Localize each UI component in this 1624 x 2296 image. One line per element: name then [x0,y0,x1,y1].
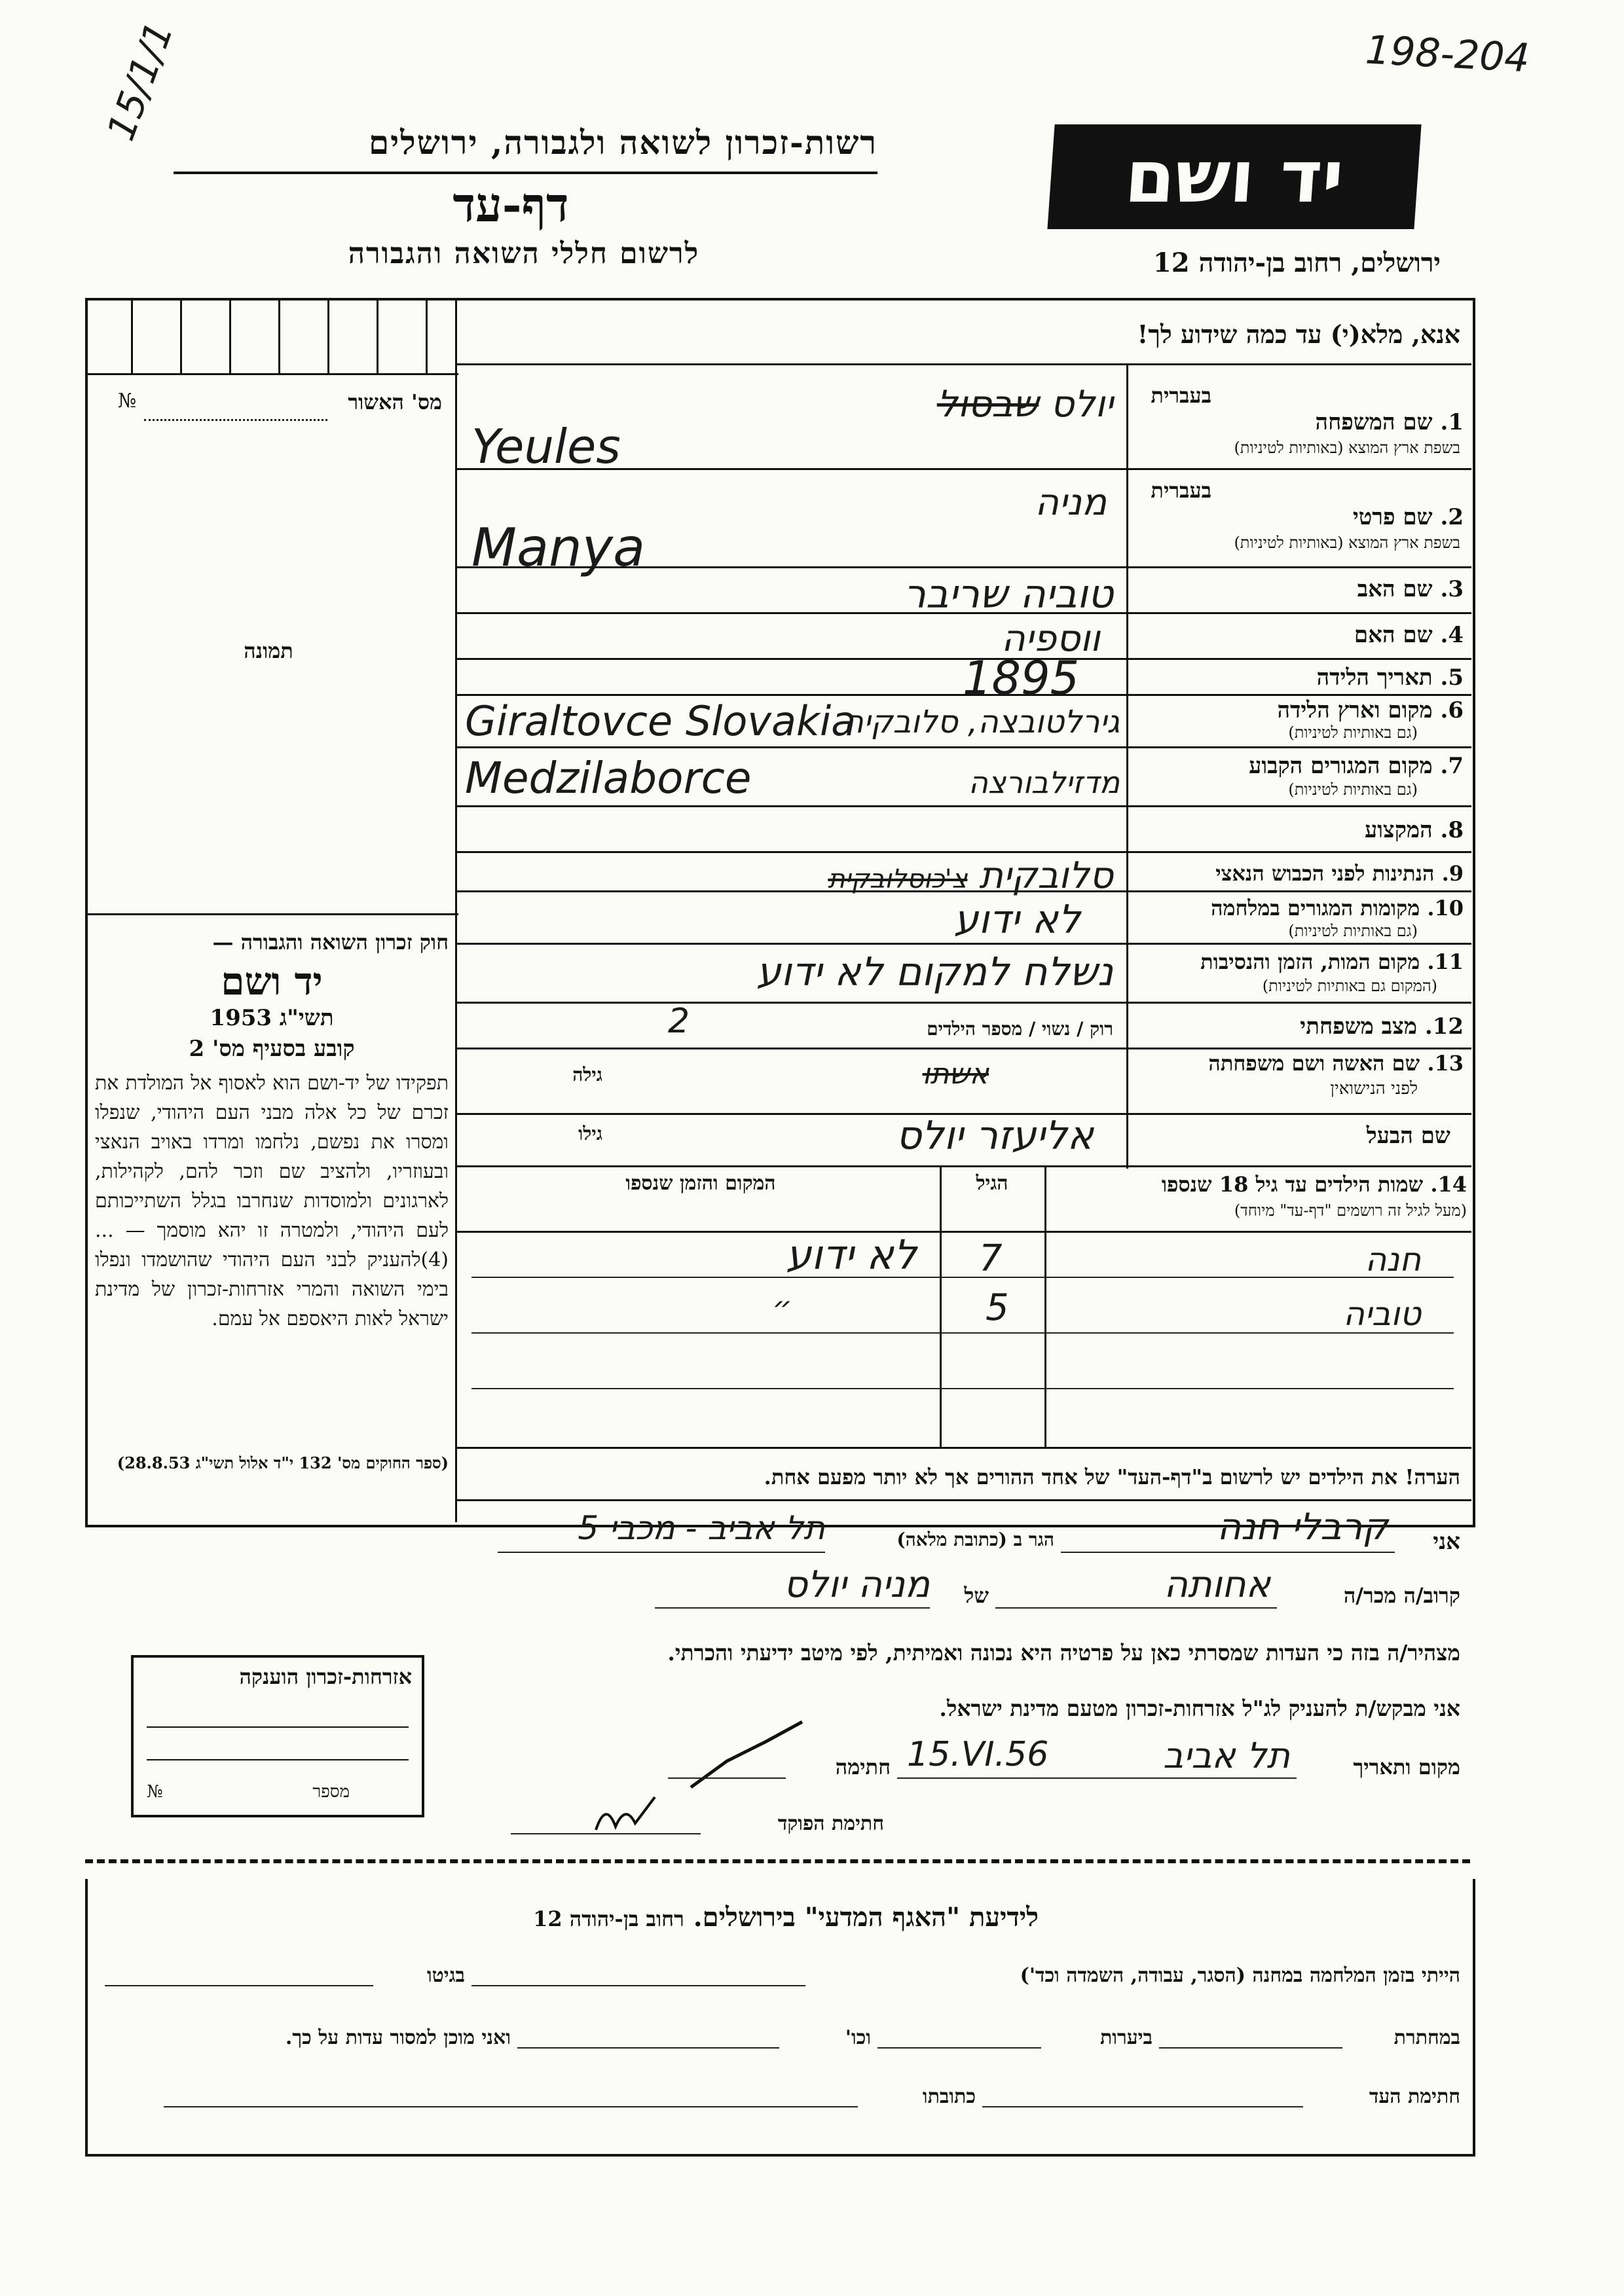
law-body: תפקידו של יד-ושם הוא לאסוף אל המולדת את זכרם של כל אלה מבני העם היהודי, שנפלו ומסרו את נפשם, נלחמו ומרדו באויב הנאצי ובעוזריו, ולהציב שם וזכר להם, לקהילות, לארגונים ולמוסדות שנחרבו בגלל השתייכותם לעם היהודי, ולמטרה זו יהא מוסמך — ...(4)להעניק לבני העם היהודי שהושמדו ונפלו בימי השואה והמרי אזרחות-זכרון של מדינת ישראל לאות היאספם אל עמם. [95,1072,449,1330]
field-13-num: 13. [1427,1051,1464,1076]
children-count: 2 [668,1002,690,1041]
law-ref: (ספר החוקים מס' 132 י"ד אלול תשי"ג 28.8.53) [117,1453,449,1472]
family-name-hebrew [851,383,1113,426]
field-9-name: הנתינות לפני הכבוש הנאצי [1215,861,1435,886]
form-title: דף-עד [452,177,569,232]
children-place-header: המקום והזמן שנספו [625,1172,776,1195]
birth-date: 1895 [963,651,1080,705]
field-2-sub: בשפת ארץ המוצא (באותיות לטיניות) [1234,534,1460,552]
field-1-sub: בשפת ארץ המוצא (באותיות לטיניות) [1234,439,1460,457]
field-6-sub: (גם באותיות לטיניות) [1288,723,1418,742]
nationality-struck: צ'כוסלובקית [828,864,968,894]
field-8-label [1136,817,1464,843]
children-age-header: הגיל [976,1172,1008,1195]
footer-dashed-separator [85,1859,1470,1863]
residence-hebrew: מדזילבורצה [968,765,1120,800]
mother-name: ווספיה [1001,617,1100,660]
declaration-i: אני [1433,1529,1460,1555]
residence-latin: Medzilaborce [465,753,752,803]
field-11-name: מקום המות, הזמן והנסיבות [1200,949,1420,974]
field-10-name: מקומות המגורים במלחמה [1211,896,1420,920]
declarant-name: קרבלי חנה [1217,1506,1388,1548]
father-name: טוביה שריבר [904,572,1113,617]
child-1-place: לא ידוע [786,1231,917,1279]
affirmation: מצהיר/ה בזה כי העדות שמסרתי כאן על פרטיה היא נכונה ואמיתית, לפי מיטב ידיעתי והכרתי. [667,1640,1460,1666]
child-2-age: 5 [986,1286,1009,1329]
nationality-value: סלובקית [979,854,1113,897]
field-13-label [1136,1051,1464,1076]
form-intro: אנא, מלא(י) עד כמה שידוע לך! [1137,319,1460,349]
wife-age-label: גילה [572,1064,602,1085]
relation-value: אחותה [1164,1563,1270,1606]
field-7-num: 7. [1440,753,1464,779]
birth-place-latin: Giraltovce Slovakia [465,697,857,745]
field-4-num: 4. [1440,622,1464,648]
child-1-age: 7 [979,1237,1003,1280]
field-10-num: 10. [1427,896,1464,920]
law-heading: חוק זכרון השואה והגבורה — [212,930,449,955]
field-3-num: 3. [1440,576,1464,602]
footer-ready: ואני מוכן למסור עדות על כך. [285,2026,511,2049]
field-3-name: שם האב [1357,576,1433,602]
field-12-name: מצב משפחתי [1300,1013,1417,1040]
of-name: מניה יולס [783,1563,930,1606]
death-circumstances: נשלח למקום לא ידוע [756,949,1113,995]
footer-address-label: כתובתו [922,2085,976,2108]
field-6-num: 6. [1440,697,1464,723]
field-4-name: שם האם [1354,622,1433,648]
citizenship-number-label: מספר [312,1782,350,1802]
field-13-sub: לפני הנישואין [1330,1079,1418,1099]
field-11-sub: (המקום גם באותיות לטיניות) [1262,977,1437,995]
citizenship-box [131,1655,424,1817]
first-name-latin: Manya [471,517,646,578]
date-value: 15.VI.56 [907,1735,1049,1774]
field-1-num: 1. [1440,409,1464,435]
approval-label: מס' האשור [348,390,442,414]
spouse-struck: אשתו [922,1057,989,1091]
field-12-num: 12. [1424,1013,1464,1040]
field-8-name: המקצוע [1364,817,1433,843]
footer-etc: וכו' [845,2026,871,2049]
field-11-num: 11. [1427,949,1464,974]
child-2-name: טוביה [1343,1295,1421,1333]
field-3-label [1136,576,1464,602]
field-5-label [1136,665,1464,691]
note: הערה! את הילדים יש לרשום ב"דף-העד" של אחד ההורים אך לא יותר מפעם אחת. [764,1465,1460,1489]
birth-place-hebrew: גירלטובצה, סלובקיה [843,704,1120,740]
footer-ghetto: בגיטו [426,1964,465,1987]
field-2-label [1136,504,1464,530]
archive-number: 198-204 [1364,27,1531,82]
authority-name: רשות-זכרון לשואה ולגבורה, ירושלים [368,123,877,162]
war-places: לא ידוע [953,897,1080,943]
approval-no-sign: № [118,390,137,412]
law-name: יד ושם [221,959,323,1004]
declarant-signature [688,1715,805,1794]
field-11-label [1136,949,1464,974]
field-2-name: שם פרטי [1352,504,1433,530]
first-name-hebrew: מניה [1035,481,1107,524]
relative-label: קרוב/ה מכר/ה [1343,1583,1460,1608]
child-1-name: חנה [1365,1241,1421,1279]
law-section: קובע בסעיף מס' 2 [189,1036,355,1062]
field-5-name: תאריך הלידה [1316,665,1433,691]
of-label: של [964,1583,989,1608]
footer-hiding: במחתרת [1393,2026,1460,2049]
logo-text: יד ושם [1122,135,1347,219]
field-10-sub: (גם באותיות לטיניות) [1288,922,1418,940]
hebrew-label-1: בעברית [1151,383,1211,408]
footer-title [393,1902,1179,1933]
footer-line1: הייתי בזמן המלחמה במחנה (הסגר, עבודה, השמדה וכד') [1020,1964,1460,1987]
request: אני מבקש/ת להעניק לג"ל אזרחות-זכרון מטעם מדינת ישראל. [939,1696,1460,1721]
family-name-latin: Yeules [471,419,621,474]
husband-name: אליעזר יולס [896,1113,1094,1159]
address: ירושלים, רחוב בן-יהודה 12 [1153,247,1441,278]
field-5-num: 5. [1440,665,1464,691]
field-12-label [1136,1013,1464,1040]
officer-signature-label: חתימת הפוקד [777,1812,884,1835]
citizenship-no-sign: № [147,1782,163,1802]
family-name-struck: שבסול [936,383,1039,426]
children-names-sub: (מעל לגיל זה רושמים "דף-עד" מיוחד) [1234,1201,1467,1220]
family-name-hebrew-value: יולס [1050,383,1113,426]
field-6-name: מקום וארץ הלידה [1277,697,1433,723]
child-2-place: ״ [772,1290,792,1326]
field-4-label [1136,622,1464,648]
footer-witness-signature: חתימת העד [1369,2085,1460,2108]
husband-label: שם הבעל [1366,1123,1450,1149]
officer-signature [589,1794,668,1840]
place-value: תל אביב [1163,1735,1290,1776]
field-13-name: שם האשה ושם משפחתה [1208,1051,1420,1076]
place-date-label: מקום ותאריך [1353,1755,1460,1779]
citizenship-title: אזרחות-זכרון הוענקה [239,1664,412,1689]
field-7-name: מקום המגורים הקבוע [1249,753,1433,779]
field-1-label [1136,409,1464,435]
form-subtitle: לרשום חללי השואה והגבורה [348,237,700,270]
husband-age-label: גילו [578,1123,602,1144]
field-6-label [1136,697,1464,723]
signature-label: חתימה [835,1755,891,1779]
hebrew-label-2: בעברית [1151,478,1211,503]
field-1-name: שם המשפחה [1315,409,1433,435]
children-names-header: 14. שמות הילדים עד גיל 18 שנספו [1161,1172,1467,1197]
field-9-num: 9. [1441,861,1464,886]
field-9-label [1136,861,1464,886]
field-8-num: 8. [1440,817,1464,843]
declarant-address: תל אביב - מכבי 5 [578,1509,825,1547]
marital-options: רוק / נשוי / מספר הילדים [927,1018,1113,1040]
footer-title-text: לידיעת "האגף המדעי" בירושלים. [693,1902,1039,1933]
yad-vashem-logo [1047,124,1421,229]
footer-forests: ביערות [1099,2026,1153,2049]
margin-note: 15/1/1 [98,16,182,147]
field-2-num: 2. [1440,504,1464,530]
footer-address: רחוב בן-יהודה 12 [533,1906,684,1931]
field-10-label [1136,896,1464,920]
photo-label: תמונה [244,638,293,663]
law-year: תשי"ג 1953 [210,1005,334,1031]
residing-label: הגר ב (כתובת מלאה) [896,1529,1054,1550]
field-7-sub: (גם באותיות לטיניות) [1288,780,1418,799]
nationality [688,854,1113,897]
field-7-label [1136,753,1464,779]
